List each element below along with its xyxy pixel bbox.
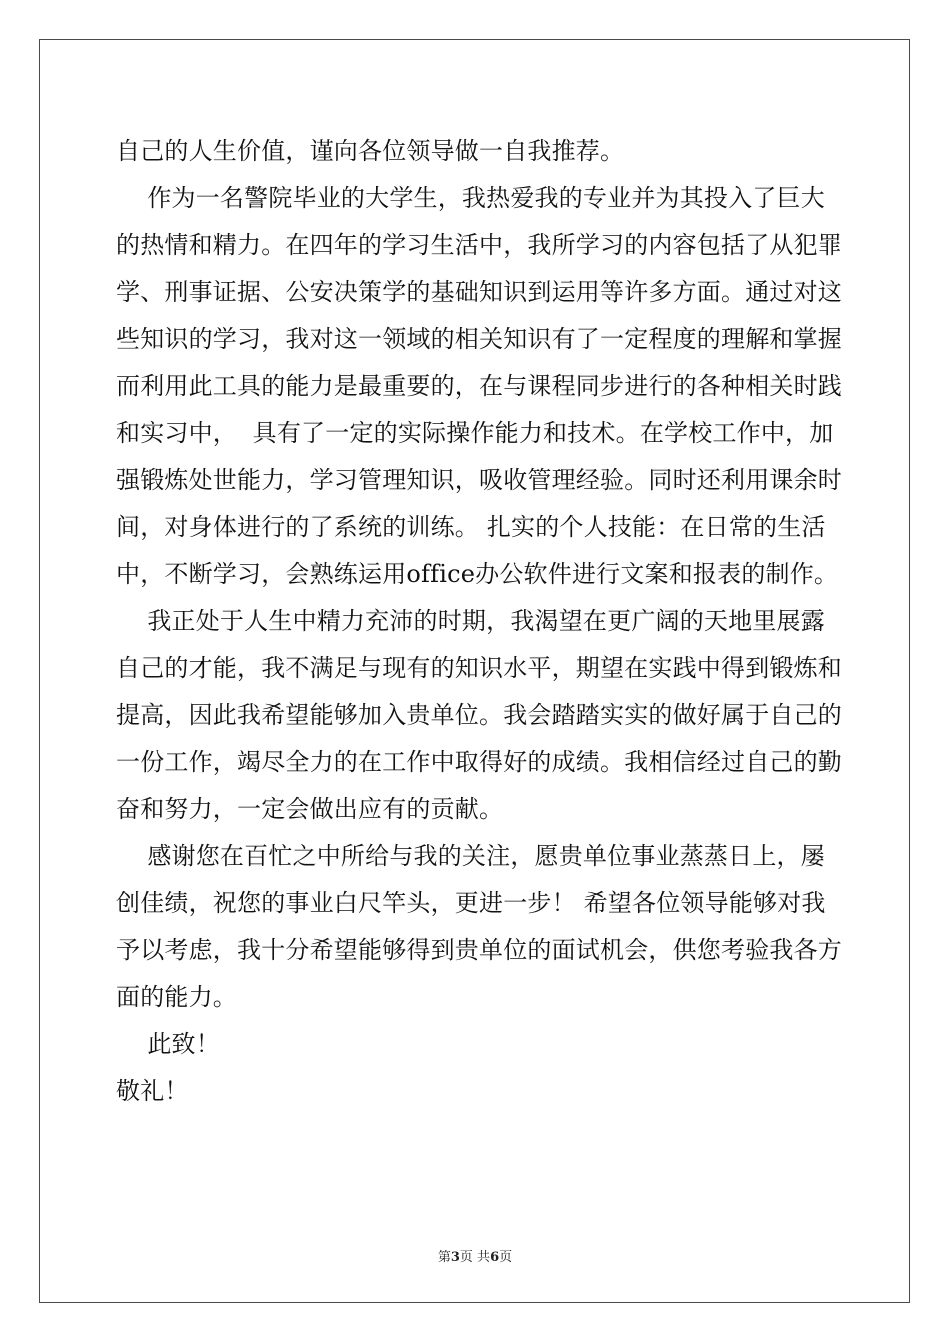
page-label-prefix: 第 <box>437 1250 451 1265</box>
text-line: 而利用此工具的能力是最重要的，在与课程同步进行的各种相关时践 <box>116 372 842 400</box>
text-line: 学、刑事证据、公安决策学的基础知识到运用等许多方面。通过对这 <box>116 278 842 306</box>
total-page-count: 6 <box>490 1250 500 1265</box>
text-line: 强锻炼处世能力，学习管理知识，吸收管理经验。同时还利用课余时 <box>116 466 842 494</box>
text-line: 自己的人生价值，谨向各位领导做一自我推荐。 <box>116 137 625 165</box>
text-line: 面的能力。 <box>116 983 237 1011</box>
current-page-number: 3 <box>450 1250 460 1265</box>
text-line: 提高，因此我希望能够加入贵单位。我会踏踏实实的做好属于自己的 <box>116 701 842 729</box>
page-label-mid: 页 共 <box>459 1250 491 1265</box>
text-line: 自己的才能，我不满足与现有的知识水平，期望在实践中得到锻炼和 <box>116 654 842 682</box>
text-line: 的热情和精力。在四年的学习生活中，我所学习的内容包括了从犯罪 <box>116 231 842 259</box>
text-line: 予以考虑，我十分希望能够得到贵单位的面试机会，供您考验我各方 <box>116 936 842 964</box>
page-label-suffix: 页 <box>499 1250 513 1265</box>
text-line: 创佳绩，祝您的事业白尺竿头，更进一步！ 希望各位领导能够对我 <box>116 889 826 917</box>
text-line: 作为一名警院毕业的大学生，我热爱我的专业并为其投入了巨大 <box>116 184 825 212</box>
text-line: 中，不断学习，会熟练运用office办公软件进行文案和报表的制作。 <box>116 560 839 588</box>
text-line: 我正处于人生中精力充沛的时期，我渴望在更广阔的天地里展露 <box>116 607 825 635</box>
text-line: 奋和努力，一定会做出应有的贡献。 <box>116 795 504 823</box>
text-line: 间，对身体进行的了系统的训练。 扎实的个人技能：在日常的生活 <box>116 513 826 541</box>
text-line: 一份工作，竭尽全力的在工作中取得好的成绩。我相信经过自己的勤 <box>116 748 842 776</box>
text-line: 敬礼！ <box>116 1077 189 1105</box>
text-line: 和实习中， 具有了一定的实际操作能力和技术。在学校工作中，加 <box>116 419 834 447</box>
text-line: 此致！ <box>116 1030 220 1058</box>
text-line: 些知识的学习，我对这一领域的相关知识有了一定程度的理解和掌握 <box>116 325 842 353</box>
page-number-footer <box>0 1246 950 1265</box>
text-line: 感谢您在百忙之中所给与我的关注，愿贵单位事业蒸蒸日上，屡 <box>116 842 825 870</box>
